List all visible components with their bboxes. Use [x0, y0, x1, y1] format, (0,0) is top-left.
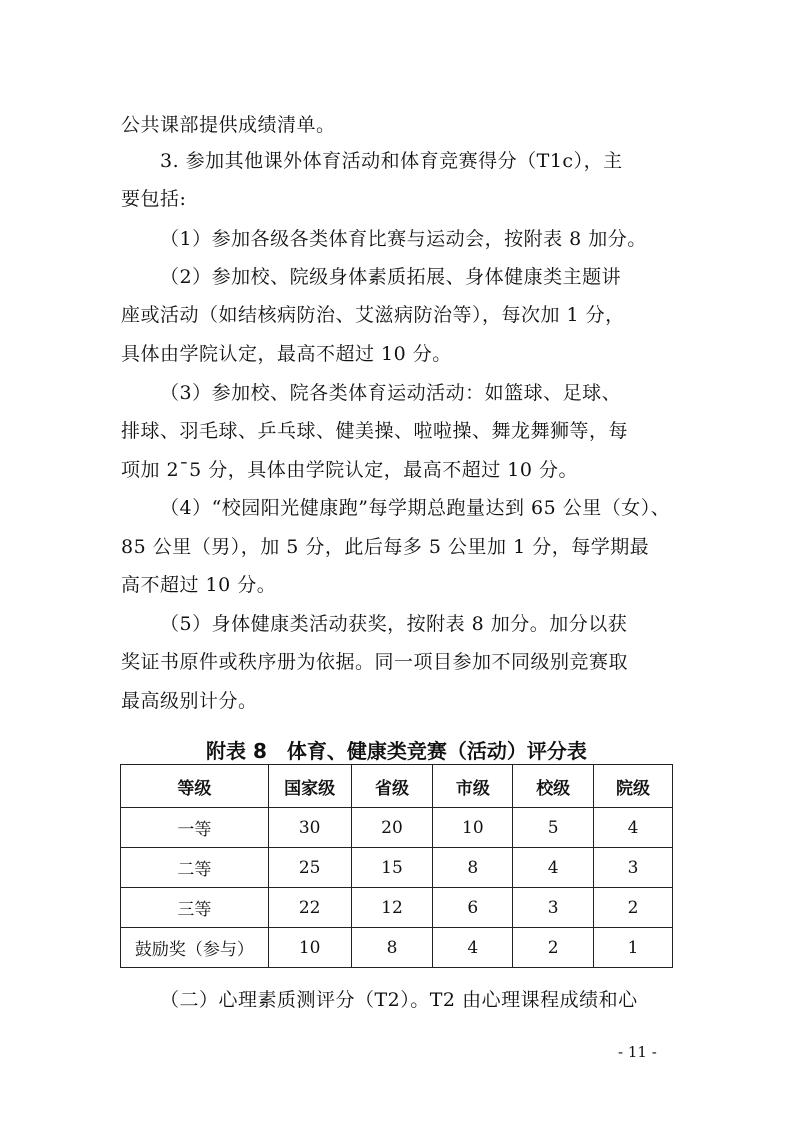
table-caption: 附表 8 体育、健康类竞赛（活动）评分表 [206, 739, 587, 763]
table-cell: 20 [351, 808, 433, 848]
table-row [121, 808, 673, 848]
paragraph-line: （4）“校园阳光健康跑”每学期总跑量达到 65 公里（女）、 [160, 497, 671, 519]
table-cell: 2 [513, 928, 594, 968]
table-row [121, 928, 673, 968]
table-cell: 3 [513, 888, 594, 928]
table-cell: 6 [433, 888, 513, 928]
table-row [121, 848, 673, 888]
paragraph-line: （2）参加校、院级身体素质拓展、身体健康类主题讲 [160, 266, 622, 288]
table-cell: 2 [594, 888, 673, 928]
paragraph-line: 座或活动（如结核病防治、艾滋病防治等），每次加 1 分， [121, 304, 625, 326]
paragraph-line: 最高级别计分。 [121, 690, 258, 712]
paragraph-line: 奖证书原件或秩序册为依据。同一项目参加不同级别竞赛取 [121, 651, 629, 673]
paragraph-line: 排球、羽毛球、乒乓球、健美操、啦啦操、舞龙舞狮等，每 [121, 420, 629, 442]
table-cell: 4 [594, 808, 673, 848]
table-header-row [121, 765, 673, 808]
paragraph-line: （1）参加各级各类体育比赛与运动会，按附表 8 加分。 [160, 228, 647, 250]
table-cell: 10 [268, 928, 351, 968]
table-cell: 4 [433, 928, 513, 968]
paragraph-line: 公共课部提供成绩清单。 [121, 114, 336, 136]
table-cell: 4 [513, 848, 594, 888]
header-school: 校级 [513, 765, 594, 808]
table-cell: 8 [351, 928, 433, 968]
score-table [120, 764, 673, 968]
header-college: 院级 [594, 765, 673, 808]
table-cell: 一等 [121, 808, 269, 848]
table-cell: 1 [594, 928, 673, 968]
table-cell: 三等 [121, 888, 269, 928]
table-cell: 3 [594, 848, 673, 888]
table-cell: 鼓励奖（参与） [121, 928, 269, 968]
table-cell: 30 [268, 808, 351, 848]
table-cell: 二等 [121, 848, 269, 888]
table-row [121, 888, 673, 928]
paragraph-line: 85 公里（男），加 5 分，此后每多 5 公里加 1 分，每学期最 [121, 536, 650, 558]
page-number: - 11 - [618, 1043, 657, 1061]
table-cell: 22 [268, 888, 351, 928]
paragraph-line: 高不超过 10 分。 [121, 574, 277, 596]
paragraph-line: 要包括: [121, 188, 187, 210]
paragraph-line: 项加 2¯5 分，具体由学院认定，最高不超过 10 分。 [121, 459, 579, 481]
table-cell: 15 [351, 848, 433, 888]
paragraph-line: （5）身体健康类活动获奖，按附表 8 加分。加分以获 [160, 613, 628, 635]
header-provincial: 省级 [351, 765, 433, 808]
paragraph-line: 具体由学院认定，最高不超过 10 分。 [121, 343, 452, 365]
header-national: 国家级 [268, 765, 351, 808]
paragraph-line: （3）参加校、院各类体育运动活动：如篮球、足球、 [160, 382, 622, 404]
table-cell: 8 [433, 848, 513, 888]
header-grade: 等级 [121, 765, 269, 808]
paragraph-line: 3. 参加其他课外体育活动和体育竞赛得分（T1c），主 [160, 150, 623, 172]
table-cell: 12 [351, 888, 433, 928]
paragraph-line: （二）心理素质测评分（T2）。T2 由心理课程成绩和心 [160, 989, 638, 1011]
header-city: 市级 [433, 765, 513, 808]
table-cell: 25 [268, 848, 351, 888]
table-cell: 10 [433, 808, 513, 848]
table-cell: 5 [513, 808, 594, 848]
